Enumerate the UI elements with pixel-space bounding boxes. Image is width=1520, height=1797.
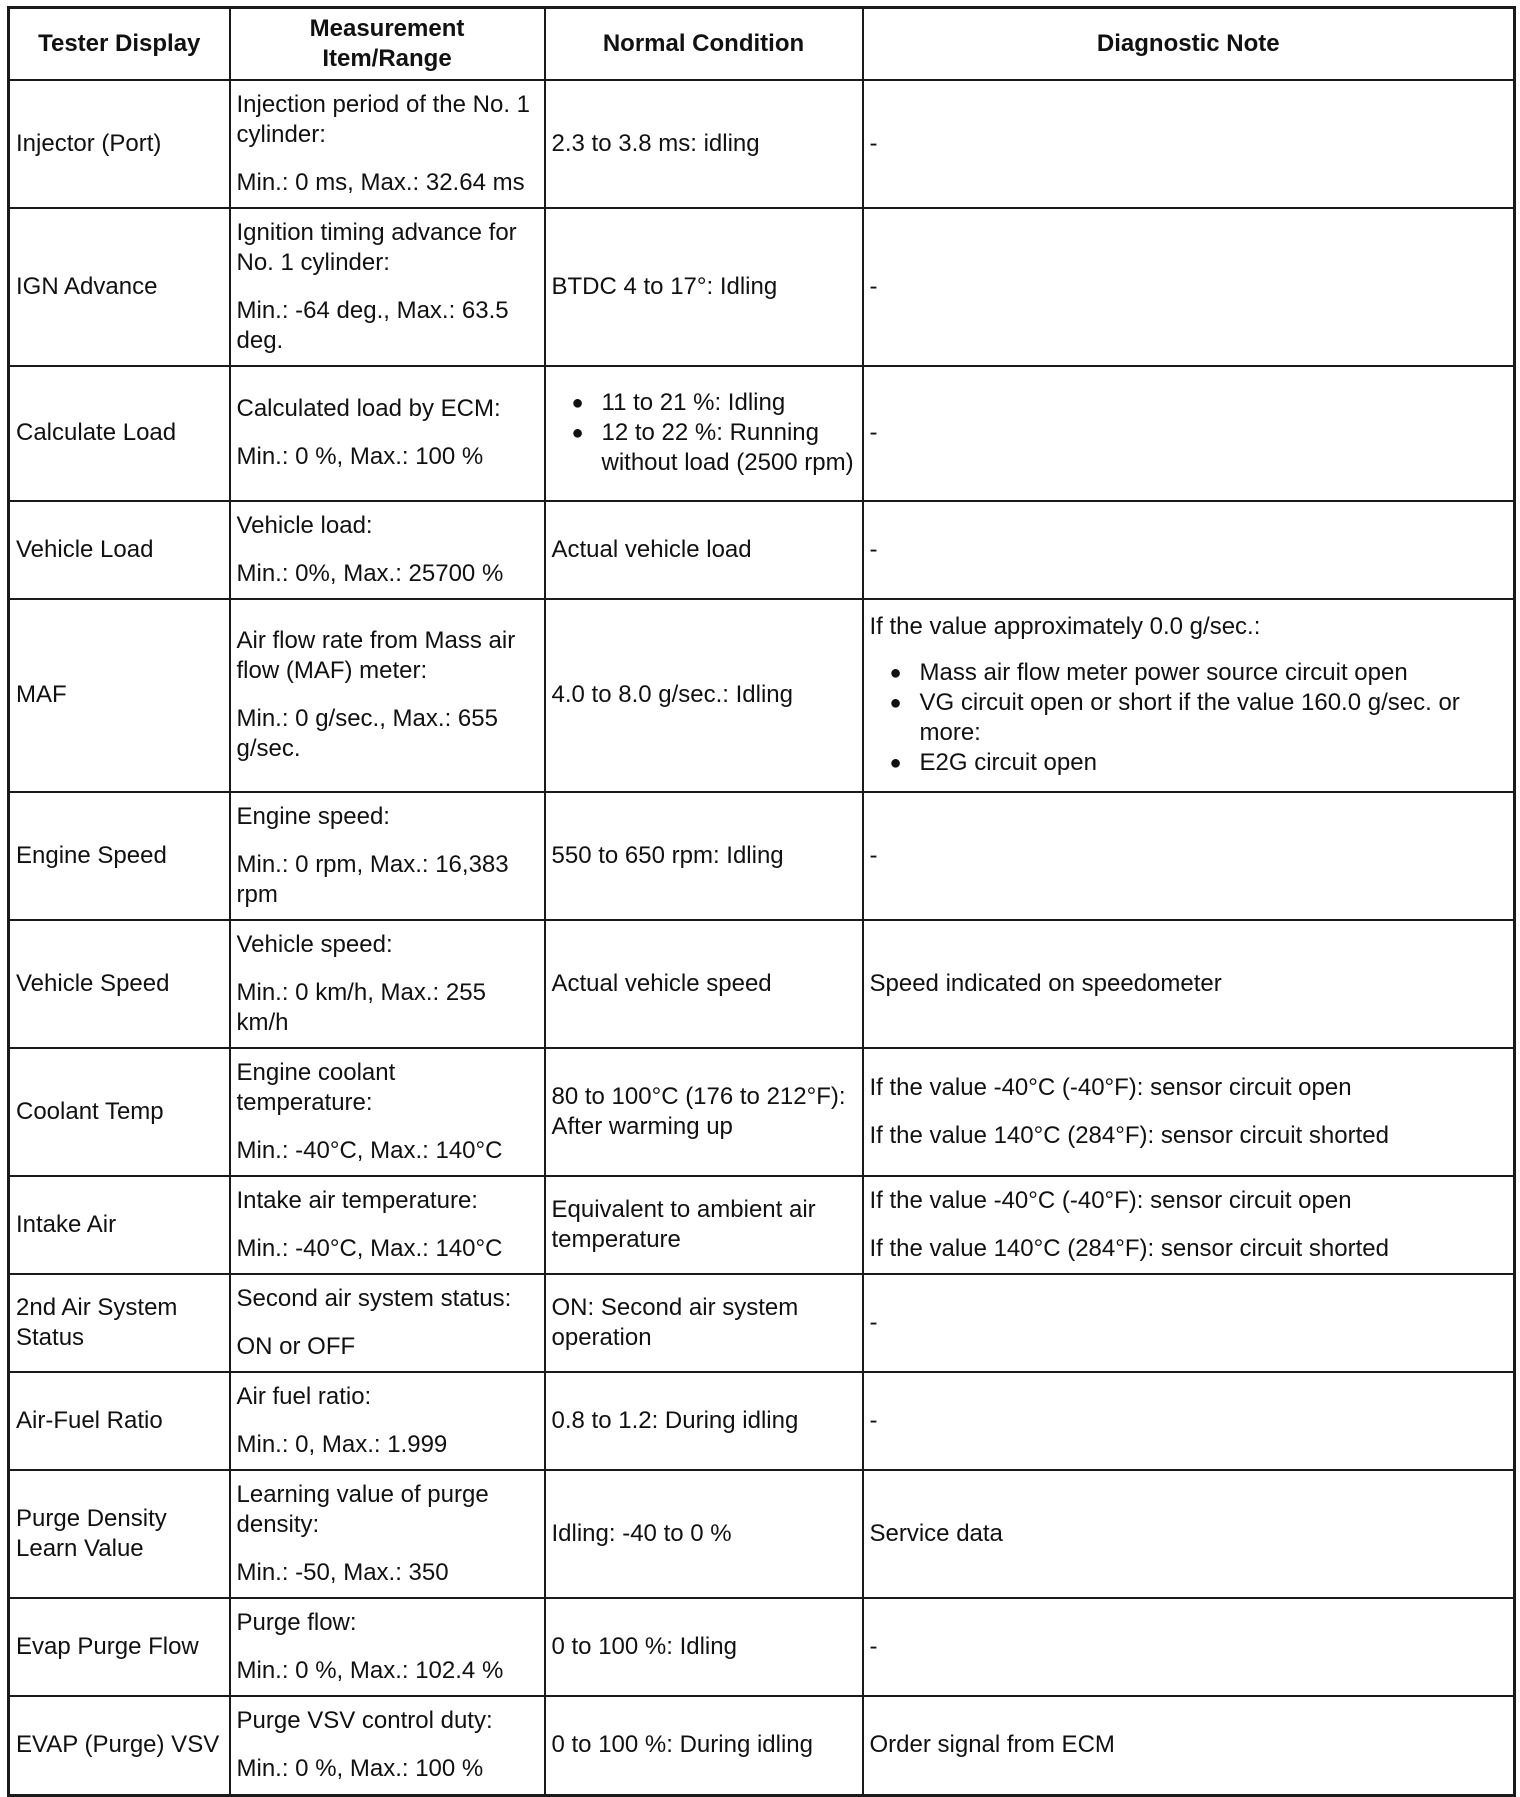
range-text: Min.: 0 rpm, Max.: 16,383 rpm (236, 850, 509, 908)
table-row (9, 80, 1515, 208)
item-text: Second air system status: (236, 1284, 512, 1312)
range-text: Min.: 0%, Max.: 25700 % (236, 559, 504, 587)
tester-display-cell: Vehicle Speed (9, 920, 230, 1048)
range-text: Min.: 0, Max.: 1.999 (236, 1430, 448, 1458)
range-text: Min.: 0 %, Max.: 100 % (236, 1755, 484, 1783)
normal-condition-cell: BTDC 4 to 17°: Idling (545, 208, 863, 366)
data-list-table (7, 6, 1516, 1797)
diagnostic-note-cell: - (863, 80, 1515, 208)
measurement-cell (230, 1372, 545, 1470)
list-item: ● 12 to 22 %: Running without load (2500 rpm) (572, 418, 856, 478)
item-text: Ignition timing advance for No. 1 cylinder: (236, 218, 517, 276)
table-row (9, 1470, 1515, 1598)
measurement-cell (230, 1176, 545, 1274)
diagnostic-note-cell: - (863, 792, 1515, 920)
header-tester-display: Tester Display (9, 8, 230, 80)
diagnostic-note-cell (863, 1048, 1515, 1176)
item-text: Purge VSV control duty: (236, 1707, 493, 1735)
table-row (9, 599, 1515, 792)
range-text: Min.: 0 %, Max.: 102.4 % (236, 1656, 504, 1684)
diagnostic-note-cell: - (863, 1274, 1515, 1372)
diagnostic-note-cell: - (863, 1372, 1515, 1470)
header-measurement-item: Measurement Item/Range (230, 8, 545, 80)
item-text: Air fuel ratio: (236, 1382, 372, 1410)
normal-condition-cell: 0.8 to 1.2: During idling (545, 1372, 863, 1470)
range-text: Min.: 0 g/sec., Max.: 655 g/sec. (236, 705, 498, 762)
range-text: Min.: 0 km/h, Max.: 255 km/h (236, 978, 486, 1036)
normal-condition-cell: 2.3 to 3.8 ms: idling (545, 80, 863, 208)
normal-condition-cell: 550 to 650 rpm: Idling (545, 792, 863, 920)
note-text: If the value -40°C (-40°F): sensor circuit open (869, 1073, 1352, 1101)
list-item: ● VG circuit open or short if the value 160.0 g/sec. or more: (890, 688, 1508, 748)
diagnostic-note-cell: Order signal from ECM (863, 1696, 1515, 1796)
table-row (9, 1176, 1515, 1274)
table-row (9, 1372, 1515, 1470)
item-text: Vehicle speed: (236, 930, 393, 958)
diagnostic-note-cell: Service data (863, 1470, 1515, 1598)
note-text-2: If the value 140°C (284°F): sensor circuit shorted (869, 1121, 1389, 1149)
tester-display-cell: MAF (9, 599, 230, 792)
range-text: Min.: 0 ms, Max.: 32.64 ms (236, 168, 525, 196)
normal-condition-list (552, 388, 856, 478)
header-row (9, 8, 1515, 80)
header-diagnostic-note: Diagnostic Note (863, 8, 1515, 80)
tester-display-cell: Engine Speed (9, 792, 230, 920)
tester-display-cell: Vehicle Load (9, 501, 230, 599)
normal-condition-cell: 0 to 100 %: Idling (545, 1598, 863, 1696)
diagnostic-note-cell: - (863, 1598, 1515, 1696)
table-row (9, 208, 1515, 366)
list-item: ● 11 to 21 %: Idling (572, 388, 856, 418)
note-text: If the value approximately 0.0 g/sec.: (869, 613, 1261, 640)
item-text: Intake air temperature: (236, 1186, 478, 1214)
measurement-cell (230, 1470, 545, 1598)
measurement-cell (230, 1696, 545, 1796)
range-text: Min.: 0 %, Max.: 100 % (236, 443, 484, 470)
header-normal-condition: Normal Condition (545, 8, 863, 80)
range-text: Min.: -40°C, Max.: 140°C (236, 1234, 503, 1262)
measurement-cell (230, 80, 545, 208)
diagnostic-note-cell: - (863, 501, 1515, 599)
measurement-cell (230, 792, 545, 920)
range-text: Min.: -50, Max.: 350 (236, 1558, 449, 1586)
tester-display-cell: Evap Purge Flow (9, 1598, 230, 1696)
normal-condition-cell: 80 to 100°C (176 to 212°F): After warming up (545, 1048, 863, 1176)
table-row (9, 501, 1515, 599)
table-row (9, 1048, 1515, 1176)
diagnostic-note-cell (863, 599, 1515, 792)
tester-display-cell: 2nd Air System Status (9, 1274, 230, 1372)
diagnostic-note-cell (863, 1176, 1515, 1274)
measurement-cell (230, 501, 545, 599)
table-row (9, 1598, 1515, 1696)
normal-condition-cell: 4.0 to 8.0 g/sec.: Idling (545, 599, 863, 792)
item-text: Engine speed: (236, 802, 390, 830)
table-row (9, 792, 1515, 920)
tester-display-cell: Calculate Load (9, 366, 230, 501)
tester-display-cell: Air-Fuel Ratio (9, 1372, 230, 1470)
range-text: Min.: -64 deg., Max.: 63.5 deg. (236, 296, 509, 354)
measurement-cell (230, 1048, 545, 1176)
diagnostic-note-cell: - (863, 366, 1515, 501)
measurement-cell (230, 208, 545, 366)
tester-display-cell: Injector (Port) (9, 80, 230, 208)
tester-display-cell: Intake Air (9, 1176, 230, 1274)
normal-condition-cell: Idling: -40 to 0 % (545, 1470, 863, 1598)
item-text: Learning value of purge density: (236, 1480, 489, 1538)
normal-condition-cell: Actual vehicle speed (545, 920, 863, 1048)
normal-condition-cell: Actual vehicle load (545, 501, 863, 599)
normal-condition-cell: Equivalent to ambient air temperature (545, 1176, 863, 1274)
diagnostic-note-cell: Speed indicated on speedometer (863, 920, 1515, 1048)
measurement-cell (230, 599, 545, 792)
list-item: ● Mass air flow meter power source circuit open (890, 658, 1508, 688)
note-text: If the value -40°C (-40°F): sensor circuit open (869, 1186, 1352, 1214)
item-text: Air flow rate from Mass air flow (MAF) meter: (236, 627, 516, 684)
item-text: Calculated load by ECM: (236, 395, 501, 422)
measurement-cell (230, 1598, 545, 1696)
tester-display-cell: Coolant Temp (9, 1048, 230, 1176)
item-text: Injection period of the No. 1 cylinder: (236, 90, 531, 148)
normal-condition-cell: 0 to 100 %: During idling (545, 1696, 863, 1796)
item-text: Vehicle load: (236, 511, 373, 539)
table-row (9, 1696, 1515, 1796)
range-text: Min.: -40°C, Max.: 140°C (236, 1136, 503, 1164)
note-text-2: If the value 140°C (284°F): sensor circuit shorted (869, 1234, 1389, 1262)
list-item: ● E2G circuit open (890, 748, 1508, 778)
normal-condition-cell: ON: Second air system operation (545, 1274, 863, 1372)
tester-display-cell: Purge Density Learn Value (9, 1470, 230, 1598)
item-text: Engine coolant temperature: (236, 1058, 396, 1116)
measurement-cell (230, 366, 545, 501)
table-row (9, 1274, 1515, 1372)
table-row (9, 920, 1515, 1048)
tester-display-cell: IGN Advance (9, 208, 230, 366)
normal-condition-cell (545, 366, 863, 501)
range-text: ON or OFF (236, 1332, 356, 1360)
diagnostic-note-list (870, 658, 1508, 778)
table-row (9, 366, 1515, 501)
measurement-cell (230, 920, 545, 1048)
tester-display-cell: EVAP (Purge) VSV (9, 1696, 230, 1796)
diagnostic-note-cell: - (863, 208, 1515, 366)
item-text: Purge flow: (236, 1608, 357, 1636)
measurement-cell (230, 1274, 545, 1372)
